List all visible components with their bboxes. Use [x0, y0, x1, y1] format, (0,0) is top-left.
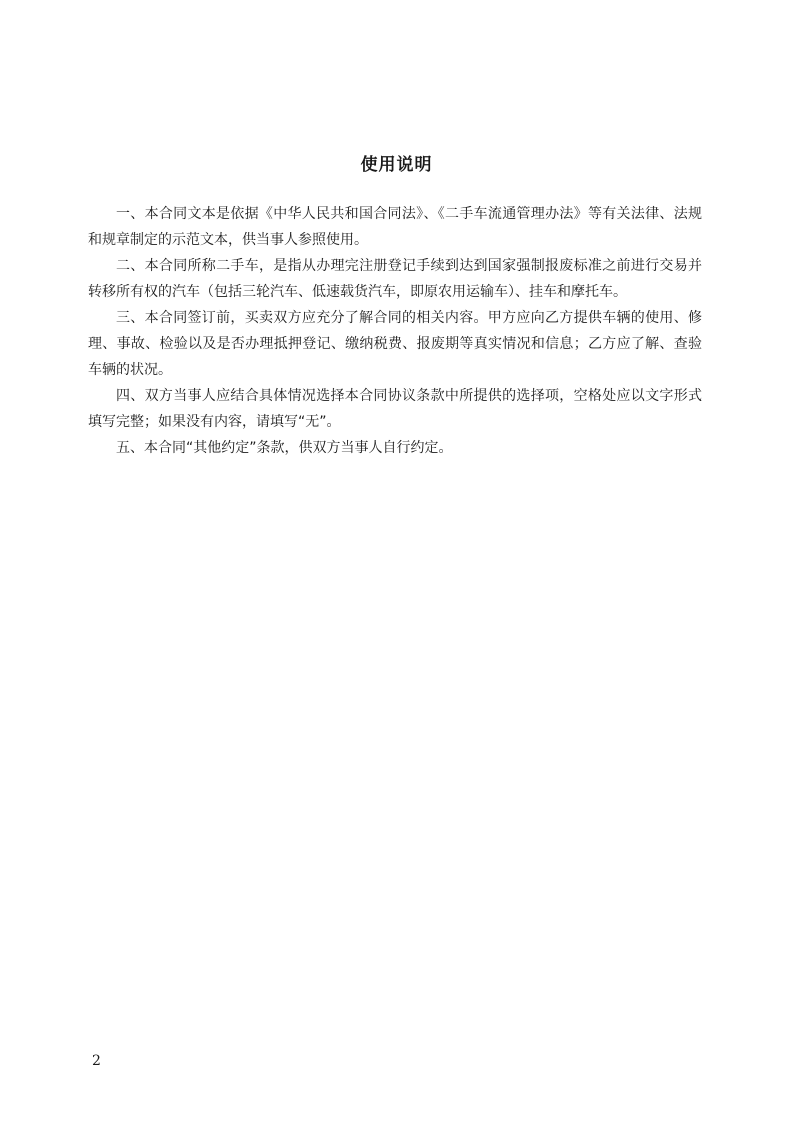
- paragraph-2: 二、本合同所称二手车，是指从办理完注册登记手续到达到国家强制报废标准之前进行交易并转移所有权的汽车（包括三轮汽车、低速载货汽车，即原农用运输车）、挂车和摩托车。: [88, 258, 702, 300]
- paragraph-1: 一、本合同文本是依据《中华人民共和国合同法》、《二手车流通管理办法》等有关法律、法规和规章制定的示范文本，供当事人参照使用。: [88, 206, 702, 248]
- page-number: 2: [92, 1053, 101, 1069]
- instructions-body: [88, 201, 702, 461]
- paragraph-4: 四、双方当事人应结合具体情况选择本合同协议条款中所提供的选择项，空格处应以文字形式填写完整；如果没有内容，请填写“无”。: [88, 388, 702, 430]
- paragraph-5: 五、本合同“其他约定”条款，供双方当事人自行约定。: [116, 440, 453, 456]
- page-title: 使用说明: [360, 155, 433, 175]
- paragraph-3: 三、本合同签订前，买卖双方应充分了解合同的相关内容。甲方应向乙方提供车辆的使用、修理、事故、检验以及是否办理抵押登记、缴纳税费、报废期等真实情况和信息；乙方应了解、查验车辆的状况。: [88, 310, 702, 378]
